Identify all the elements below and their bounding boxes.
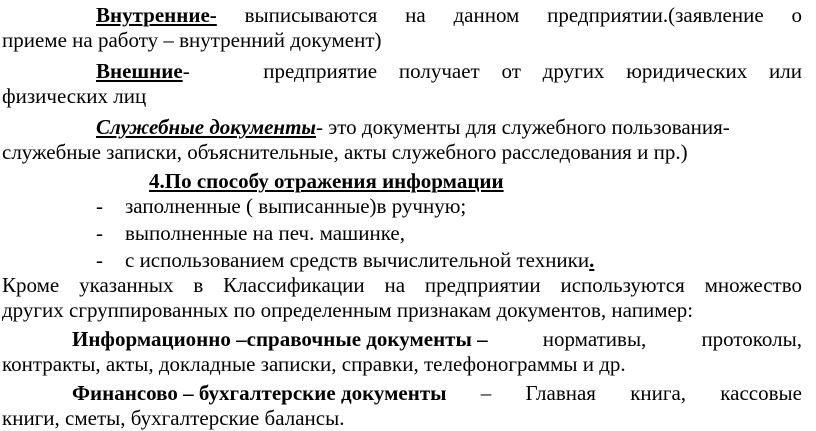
finance-docs-line-2 (2, 406, 816, 430)
spacer (211, 59, 241, 83)
external-docs-dash: - (182, 59, 190, 83)
internal-word: выписываются (244, 3, 378, 27)
external-docs-line-2 (2, 84, 816, 108)
paragraph-word: в (193, 273, 204, 297)
paragraph-line-2 (2, 298, 816, 322)
internal-word: предприятии.(заявление (547, 3, 764, 27)
list-item-2-text (125, 221, 405, 245)
list-item-1 (96, 194, 103, 218)
service-docs-term: Служебные документы (96, 115, 316, 139)
finance-word: книга, (630, 381, 687, 405)
finance-docs-line-1 (72, 381, 802, 405)
external-docs-continuation: физических лиц (2, 84, 147, 108)
internal-word: о (791, 3, 802, 27)
info-ref-word: протоколы, (701, 327, 802, 351)
list-item-3 (96, 248, 103, 272)
service-docs-continuation: служебные записки, объяснительные, акты служебного расследования и пр.) (2, 140, 688, 164)
external-word: других (542, 59, 605, 83)
info-ref-docs-continuation: контракты, акты, докладные записки, справки, телефонограммы и др. (2, 352, 626, 376)
internal-docs-line-2 (2, 28, 816, 52)
external-word: от (501, 59, 521, 83)
section-heading: 4.По способу отражения информации (149, 169, 504, 193)
service-docs-line-1 (96, 115, 816, 139)
info-ref-word: нормативы, (542, 327, 647, 351)
external-word: юридических (626, 59, 748, 83)
paragraph-word: на (384, 273, 406, 297)
list-item-tail: . (589, 248, 595, 272)
list-dash: - (96, 194, 103, 218)
finance-word: – (480, 381, 492, 405)
external-docs-line-1 (96, 59, 802, 83)
list-item-text: выполненные на печ. машинке, (125, 221, 405, 245)
internal-docs-line-1 (96, 3, 802, 27)
paragraph-word: указанных (79, 273, 174, 297)
finance-word: Главная (525, 381, 596, 405)
info-ref-docs-line-1 (72, 327, 802, 351)
external-docs-term: Внешние (96, 59, 183, 83)
list-dash: - (96, 221, 103, 245)
paragraph-word: используются (560, 273, 685, 297)
finance-docs-continuation: книги, сметы, бухгалтерские балансы. (2, 406, 345, 430)
list-item-1-text (125, 194, 466, 218)
service-docs-dash: - (315, 115, 323, 139)
internal-word: данном (453, 3, 520, 27)
external-word: или (769, 59, 802, 83)
list-item-3-text (125, 248, 594, 272)
external-docs-term-group (96, 59, 190, 83)
internal-docs-continuation: приеме на работу – внутренний документ) (2, 28, 382, 52)
paragraph-word: предприятии (424, 273, 541, 297)
paragraph-word: Классификации (223, 273, 365, 297)
internal-word: на (405, 3, 426, 27)
list-item-text: заполненные ( выписанные)в ручную; (125, 194, 467, 218)
list-dash: - (96, 248, 103, 272)
internal-docs-term: Внутренние- (96, 3, 217, 27)
paragraph-word: множество (704, 273, 802, 297)
paragraph-continuation: других сгруппированных по определенным признакам документов, напимер: (2, 298, 694, 322)
list-item-2 (96, 221, 103, 245)
paragraph-line-1 (2, 273, 802, 297)
service-docs-text: это документы для служебного пользования- (322, 115, 730, 139)
external-word: предприятие (263, 59, 378, 83)
section-heading-line (149, 169, 816, 193)
finance-word: кассовые (720, 381, 802, 405)
info-ref-docs-line-2 (2, 352, 816, 376)
paragraph-word: Кроме (2, 273, 60, 297)
finance-docs-term: Финансово – бухгалтерские документы (72, 381, 447, 405)
external-word: получает (398, 59, 480, 83)
list-item-text: с использованием средств вычислительной техники (125, 248, 590, 272)
service-docs-line-2 (2, 140, 816, 164)
info-ref-docs-term: Информационно –справочные документы – (72, 327, 488, 351)
